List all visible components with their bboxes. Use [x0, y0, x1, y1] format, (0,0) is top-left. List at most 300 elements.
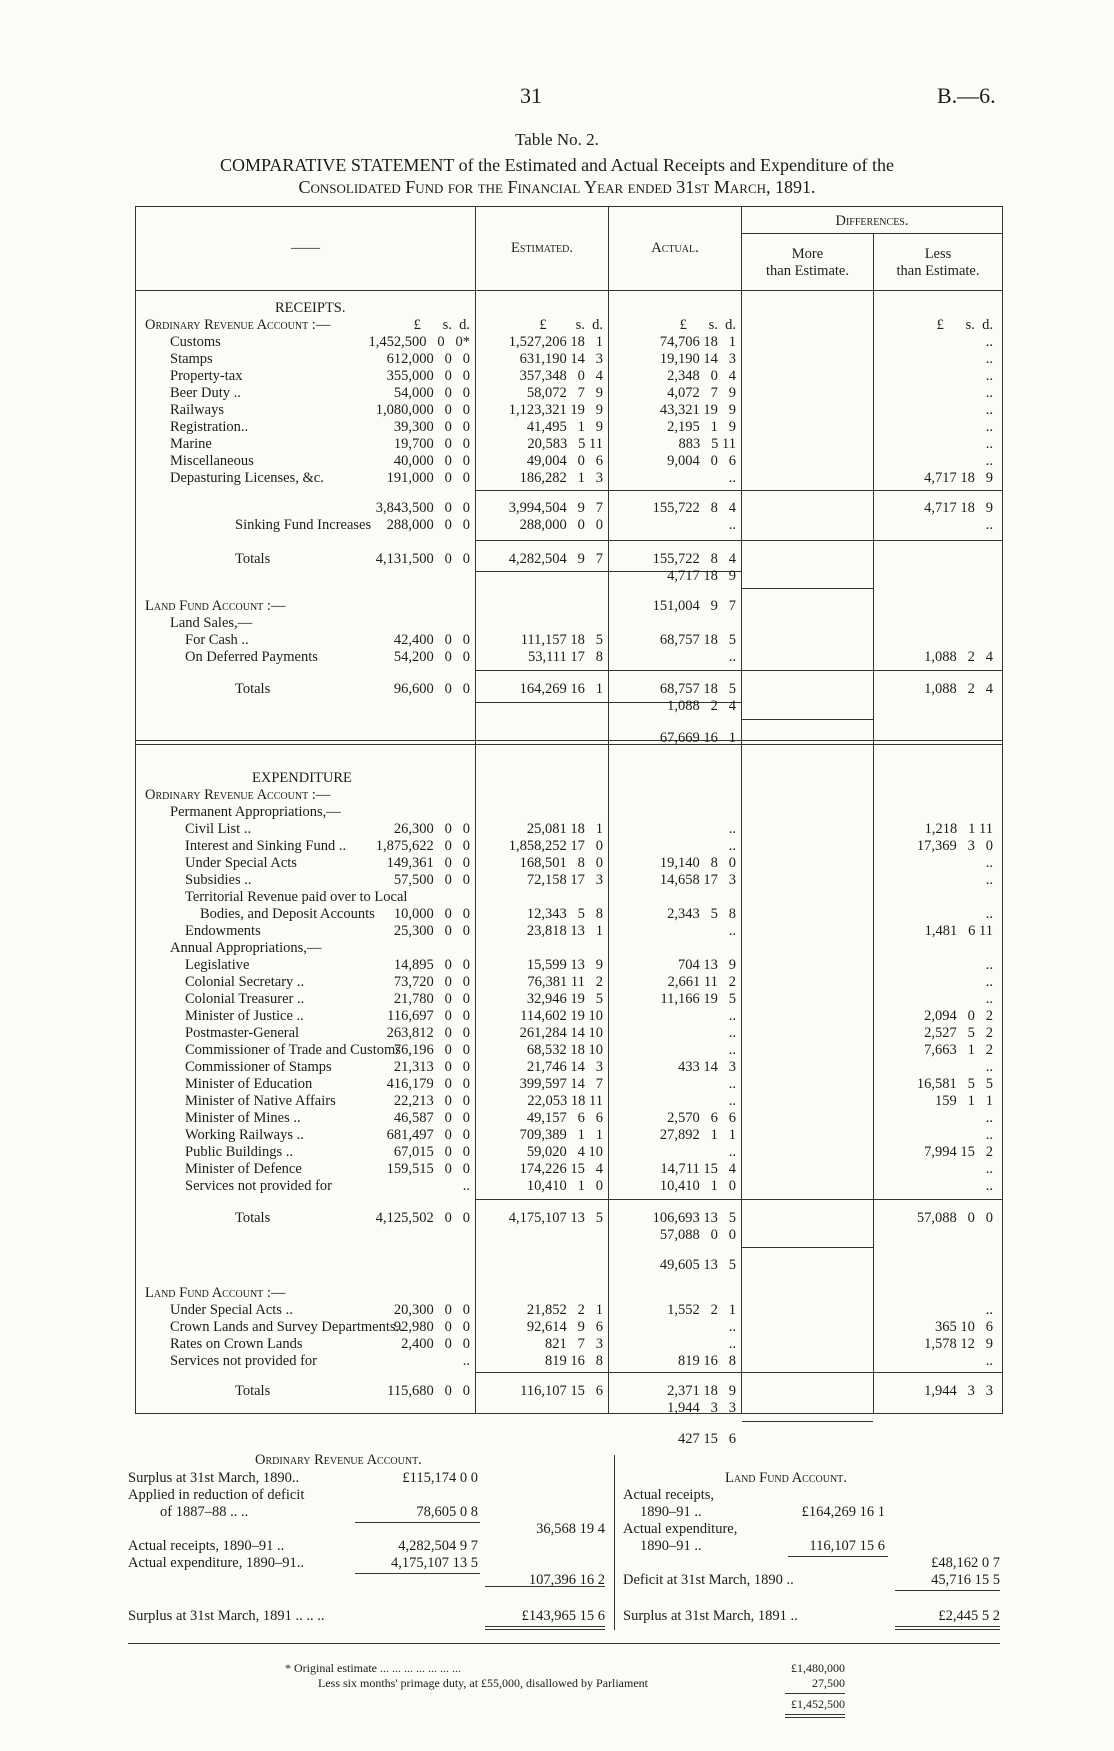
actual-cell: 12,343 5 8 [526, 906, 603, 922]
estimated-cell: 67,015 0 0 [393, 1144, 470, 1160]
estimated-cell: 1,080,000 0 0 [375, 402, 470, 418]
table-row [0, 300, 1114, 317]
less-cell: 7,994 15 2 [924, 1144, 993, 1160]
actual-cell: 631,190 14 3 [519, 351, 603, 367]
estimated-cell: 40,000 0 0 [393, 453, 470, 469]
table-row [0, 1257, 1114, 1274]
actual-cell: 114,602 19 10 [520, 1008, 603, 1024]
estimated-cell: 19,700 0 0 [393, 436, 470, 452]
table-row [0, 1110, 1114, 1127]
footnote-total: £1,452,500 [791, 1697, 845, 1711]
more-cell: 67,669 16 1 [659, 730, 736, 746]
table-row [0, 804, 1114, 821]
table-row [0, 436, 1114, 453]
summary-l3: of 1887–88 .. .. [160, 1504, 249, 1520]
table-row [0, 568, 1114, 585]
row-label: Postmaster-General [185, 1025, 300, 1041]
row-label: Permanent Appropriations,— [170, 804, 341, 820]
less-cell: 2,527 5 2 [924, 1025, 993, 1041]
more-cell: 4,717 18 9 [667, 568, 736, 584]
actual-cell: 4,175,107 13 5 [508, 1210, 603, 1226]
estimated-cell: 20,300 0 0 [393, 1302, 470, 1318]
table-row [0, 453, 1114, 470]
estimated-cell: 1,452,500 0 0* [368, 334, 470, 350]
less-cell: 17,369 3 0 [916, 838, 993, 854]
summary-r4-result: £48,162 0 7 [931, 1555, 1000, 1571]
table-row [0, 1127, 1114, 1144]
actual-cell: 288,000 0 0 [519, 517, 603, 533]
row-label: Beer Duty .. [170, 385, 241, 401]
estimated-cell: .. [462, 1353, 470, 1369]
actual-cell: 10,410 1 0 [526, 1178, 603, 1194]
summary-l5: Actual expenditure, 1890–91.. [128, 1555, 304, 1571]
row-label: Colonial Secretary .. [185, 974, 305, 990]
more-cell: £ s. d. [679, 317, 736, 333]
less-cell: .. [985, 1127, 993, 1143]
summary-l3-value: 78,605 0 8 [416, 1504, 478, 1520]
less-cell: 2,094 0 2 [924, 1008, 993, 1024]
row-label: Annual Appropriations,— [170, 940, 322, 956]
header-actual: Actual. [651, 240, 699, 256]
estimated-cell: 22,213 0 0 [393, 1093, 470, 1109]
more-cell: 151,004 9 7 [652, 598, 736, 614]
summary-l6: Surplus at 31st March, 1891 .. .. .. [128, 1608, 325, 1624]
header-more-1: More [791, 246, 824, 262]
summary-l5-value: 4,175,107 13 5 [391, 1555, 478, 1571]
row-label: Subsidies .. [185, 872, 252, 888]
more-cell: 68,757 18 5 [659, 681, 736, 697]
table-row [0, 923, 1114, 940]
more-cell: 155,722 8 4 [652, 551, 736, 567]
summary-l4-value: 4,282,504 9 7 [398, 1538, 478, 1554]
table-row [0, 872, 1114, 889]
table-row [0, 1302, 1114, 1319]
more-cell: .. [728, 1076, 736, 1092]
less-cell: 1,481 6 11 [924, 923, 993, 939]
row-label: Services not provided for [185, 1178, 332, 1194]
footnote-line-2-value: 27,500 [812, 1676, 845, 1690]
row-label: Minister of Education [185, 1076, 313, 1092]
actual-cell: 76,381 11 2 [527, 974, 603, 990]
estimated-cell: 116,697 0 0 [387, 1008, 470, 1024]
less-cell: .. [985, 419, 993, 435]
estimated-cell: 21,780 0 0 [393, 991, 470, 1007]
less-cell: 57,088 0 0 [916, 1210, 993, 1226]
table-row [0, 889, 1114, 906]
less-cell: .. [985, 1161, 993, 1177]
less-cell: £ s. d. [936, 317, 993, 333]
table-row [0, 500, 1114, 517]
table-row [0, 1025, 1114, 1042]
summary-r6-result: £2,445 5 2 [938, 1608, 1000, 1624]
table-row [0, 1285, 1114, 1302]
row-label: Registration.. [170, 419, 249, 435]
less-cell: 1,218 1 11 [924, 821, 993, 837]
estimated-cell: 42,400 0 0 [393, 632, 470, 648]
header-less-1: Less [924, 246, 952, 262]
more-cell: 819 16 8 [678, 1353, 736, 1369]
actual-cell: 49,004 0 6 [526, 453, 603, 469]
estimated-cell: 288,000 0 0 [386, 517, 470, 533]
summary-l2: Applied in reduction of deficit [128, 1487, 305, 1503]
summary-r4: 1890–91 .. [640, 1538, 702, 1554]
more-cell: 155,722 8 4 [652, 500, 736, 516]
less-cell: .. [985, 368, 993, 384]
more-cell: 1,944 3 3 [667, 1400, 736, 1416]
more-cell: 74,706 18 1 [659, 334, 736, 350]
estimated-cell: 149,361 0 0 [386, 855, 470, 871]
summary-r2-value: £164,269 16 1 [801, 1504, 885, 1520]
actual-cell: 1,123,321 19 9 [508, 402, 603, 418]
actual-cell: 709,389 1 1 [519, 1127, 603, 1143]
summary-l6-result: £143,965 15 6 [521, 1608, 605, 1624]
less-cell: .. [985, 855, 993, 871]
actual-cell: 1,527,206 18 1 [508, 334, 603, 350]
less-cell: 7,663 1 2 [924, 1042, 993, 1058]
actual-cell: 4,282,504 9 7 [508, 551, 603, 567]
row-label: Legislative [185, 957, 250, 973]
summary-l5-result: 107,396 16 2 [528, 1572, 605, 1588]
table-row [0, 334, 1114, 351]
actual-cell: 68,532 18 10 [526, 1042, 603, 1058]
summary-r4-value: 116,107 15 6 [809, 1538, 885, 1554]
row-label: Totals [235, 1210, 271, 1226]
estimated-cell: 4,131,500 0 0 [375, 551, 470, 567]
more-cell: 2,570 6 6 [667, 1110, 736, 1126]
table-row [0, 317, 1114, 334]
table-row [0, 991, 1114, 1008]
more-cell: .. [728, 1093, 736, 1109]
row-label: Minister of Defence [185, 1161, 302, 1177]
less-cell: .. [985, 517, 993, 533]
row-label: Public Buildings .. [185, 1144, 293, 1160]
less-cell: .. [985, 453, 993, 469]
footnote-line-1-value: £1,480,000 [791, 1661, 845, 1675]
table-row [0, 632, 1114, 649]
actual-cell: 72,158 17 3 [526, 872, 603, 888]
row-label: Land Fund Account :— [145, 598, 286, 614]
less-cell: 4,717 18 9 [924, 470, 993, 486]
estimated-cell: 681,497 0 0 [386, 1127, 470, 1143]
table-row [0, 1336, 1114, 1353]
table-row [0, 906, 1114, 923]
more-cell: 68,757 18 5 [659, 632, 736, 648]
estimated-cell: 416,179 0 0 [386, 1076, 470, 1092]
table-row [0, 1383, 1114, 1400]
row-label: Customs [170, 334, 221, 350]
less-cell: 4,717 18 9 [924, 500, 993, 516]
header-less-2: than Estimate. [896, 263, 980, 279]
table-row [0, 385, 1114, 402]
summary-r3: Actual expenditure, [623, 1521, 738, 1537]
summary-l4: Actual receipts, 1890–91 .. [128, 1538, 285, 1554]
row-label: Commissioner of Stamps [185, 1059, 332, 1075]
estimated-cell: 612,000 0 0 [386, 351, 470, 367]
table-row [0, 770, 1114, 787]
row-label: Territorial Revenue paid over to Local [185, 889, 408, 905]
row-label: Bodies, and Deposit Accounts [200, 906, 375, 922]
row-label: Ordinary Revenue Account :— [145, 317, 331, 333]
actual-cell: 21,746 14 3 [526, 1059, 603, 1075]
table-row [0, 649, 1114, 666]
more-cell: .. [728, 1042, 736, 1058]
actual-cell: 111,157 18 5 [520, 632, 603, 648]
table-row [0, 1161, 1114, 1178]
more-cell: 49,605 13 5 [659, 1257, 736, 1273]
estimated-cell: 96,600 0 0 [393, 681, 470, 697]
less-cell: .. [985, 1302, 993, 1318]
row-label: Rates on Crown Lands [170, 1336, 303, 1352]
table-row [0, 1210, 1114, 1227]
table-row [0, 730, 1114, 747]
title-line-1: COMPARATIVE STATEMENT of the Estimated and Actual Receipts and Expenditure of the [220, 155, 894, 175]
summary-r5: Deficit at 31st March, 1890 .. [623, 1572, 794, 1588]
table-row [0, 615, 1114, 632]
estimated-cell: 10,000 0 0 [393, 906, 470, 922]
more-cell: 2,371 18 9 [667, 1383, 736, 1399]
estimated-cell: 39,300 0 0 [393, 419, 470, 435]
estimated-cell: .. [462, 1178, 470, 1194]
row-label: Totals [235, 551, 271, 567]
row-label: Property-tax [170, 368, 243, 384]
more-cell: .. [728, 517, 736, 533]
more-cell: .. [728, 1336, 736, 1352]
table-row [0, 1093, 1114, 1110]
table-row [0, 940, 1114, 957]
row-label: Minister of Justice .. [185, 1008, 304, 1024]
more-cell: 106,693 13 5 [652, 1210, 736, 1226]
table-row [0, 1178, 1114, 1195]
land-summary-title: Land Fund Account. [725, 1470, 847, 1486]
more-cell: 57,088 0 0 [659, 1227, 736, 1243]
row-label: Minister of Mines .. [185, 1110, 301, 1126]
table-row [0, 838, 1114, 855]
more-cell: 14,658 17 3 [659, 872, 736, 888]
more-cell: 2,348 0 4 [667, 368, 736, 384]
row-label: Civil List .. [185, 821, 252, 837]
actual-cell: 32,946 19 5 [526, 991, 603, 1007]
row-label: Under Special Acts [185, 855, 297, 871]
less-cell: .. [985, 351, 993, 367]
table-row [0, 1400, 1114, 1417]
less-cell: .. [985, 1353, 993, 1369]
estimated-cell: 54,200 0 0 [393, 649, 470, 665]
more-cell: .. [728, 1025, 736, 1041]
actual-cell: 819 16 8 [545, 1353, 603, 1369]
less-cell: .. [985, 991, 993, 1007]
row-label: Totals [235, 1383, 271, 1399]
less-cell: 1,088 2 4 [924, 681, 993, 697]
row-label: Crown Lands and Survey Departments.. [170, 1319, 403, 1335]
header-more-2: than Estimate. [766, 263, 849, 279]
row-label: Land Sales,— [170, 615, 253, 631]
actual-cell: 49,157 6 6 [526, 1110, 603, 1126]
actual-cell: 25,081 18 1 [526, 821, 603, 837]
actual-cell: 261,284 14 10 [519, 1025, 603, 1041]
table-row [0, 419, 1114, 436]
more-cell: 43,321 19 9 [659, 402, 736, 418]
row-label: Under Special Acts .. [170, 1302, 293, 1318]
more-cell: 2,343 5 8 [667, 906, 736, 922]
header-estimated: Estimated. [511, 240, 573, 256]
row-label: Endowments [185, 923, 261, 939]
estimated-cell: 26,300 0 0 [393, 821, 470, 837]
summary-l3-result: 36,568 19 4 [536, 1521, 605, 1537]
actual-cell: 186,282 1 3 [519, 470, 603, 486]
more-cell: .. [728, 1144, 736, 1160]
less-cell: .. [985, 385, 993, 401]
more-cell: 2,195 1 9 [667, 419, 736, 435]
row-label: On Deferred Payments [185, 649, 318, 665]
actual-cell: 23,818 13 1 [526, 923, 603, 939]
table-row [0, 1042, 1114, 1059]
less-cell: 365 10 6 [935, 1319, 993, 1335]
estimated-cell: 1,875,622 0 0 [375, 838, 470, 854]
less-cell: 1,578 12 9 [924, 1336, 993, 1352]
row-label: Depasturing Licenses, &c. [170, 470, 324, 486]
table-row [0, 470, 1114, 487]
estimated-cell: 21,313 0 0 [393, 1059, 470, 1075]
estimated-cell: 54,000 0 0 [393, 385, 470, 401]
row-label: Commissioner of Trade and Customs [185, 1042, 401, 1058]
actual-cell: 53,111 17 8 [527, 649, 603, 665]
actual-cell: 399,597 14 7 [519, 1076, 603, 1092]
table-row [0, 821, 1114, 838]
table-row [0, 551, 1114, 568]
more-cell: .. [728, 838, 736, 854]
table-row [0, 1008, 1114, 1025]
actual-cell: 92,614 9 6 [526, 1319, 603, 1335]
table-row [0, 402, 1114, 419]
header-description: —— [291, 240, 320, 256]
more-cell: 27,892 1 1 [659, 1127, 736, 1143]
more-cell: .. [728, 649, 736, 665]
estimated-cell: 4,125,502 0 0 [375, 1210, 470, 1226]
row-label: RECEIPTS. [275, 300, 346, 316]
more-cell: 11,166 19 5 [660, 991, 736, 1007]
more-cell: .. [728, 923, 736, 939]
more-cell: 433 14 3 [678, 1059, 736, 1075]
actual-cell: 59,020 4 10 [526, 1144, 603, 1160]
row-label: For Cash .. [185, 632, 249, 648]
more-cell: 2,661 11 2 [667, 974, 736, 990]
row-label: Stamps [170, 351, 213, 367]
actual-cell: 821 7 3 [545, 1336, 603, 1352]
estimated-cell: 159,515 0 0 [386, 1161, 470, 1177]
table-row [0, 1227, 1114, 1244]
row-label: Services not provided for [170, 1353, 317, 1369]
more-cell: .. [728, 1319, 736, 1335]
actual-cell: 1,858,252 17 0 [508, 838, 603, 854]
estimated-cell: 3,843,500 0 0 [375, 500, 470, 516]
table-row [0, 1319, 1114, 1336]
row-label: Sinking Fund Increases [235, 517, 372, 533]
row-label: Miscellaneous [170, 453, 254, 469]
more-cell: .. [728, 1008, 736, 1024]
footnote-line-2: Less six months' primage duty, at £55,000, disallowed by Parliament [318, 1676, 649, 1690]
more-cell: 19,190 14 3 [659, 351, 736, 367]
more-cell: 4,072 7 9 [667, 385, 736, 401]
row-label: Ordinary Revenue Account :— [145, 787, 331, 803]
table-row [0, 1431, 1114, 1448]
less-cell: 16,581 5 5 [916, 1076, 993, 1092]
actual-cell: 15,599 13 9 [526, 957, 603, 973]
estimated-cell: 25,300 0 0 [393, 923, 470, 939]
more-cell: 427 15 6 [678, 1431, 736, 1447]
estimated-cell: 14,895 0 0 [393, 957, 470, 973]
actual-cell: 168,501 8 0 [519, 855, 603, 871]
table-row [0, 698, 1114, 715]
actual-cell: 20,583 5 11 [527, 436, 603, 452]
page-number: 31 [520, 83, 542, 108]
summary-r5-result: 45,716 15 5 [931, 1572, 1000, 1588]
table-row [0, 974, 1114, 991]
row-label: Interest and Sinking Fund .. [185, 838, 347, 854]
more-cell: 9,004 0 6 [667, 453, 736, 469]
table-row [0, 957, 1114, 974]
table-row [0, 787, 1114, 804]
table-row [0, 368, 1114, 385]
estimated-cell: 46,587 0 0 [393, 1110, 470, 1126]
actual-cell: 164,269 16 1 [519, 681, 603, 697]
more-cell: 19,140 8 0 [659, 855, 736, 871]
less-cell: 1,088 2 4 [924, 649, 993, 665]
estimated-cell: 76,196 0 0 [393, 1042, 470, 1058]
row-label: Colonial Treasurer .. [185, 991, 305, 1007]
actual-cell: 21,852 2 1 [526, 1302, 603, 1318]
actual-cell: 116,107 15 6 [520, 1383, 603, 1399]
less-cell: .. [985, 1110, 993, 1126]
less-cell: 159 1 1 [935, 1093, 993, 1109]
actual-cell: 357,348 0 4 [519, 368, 603, 384]
actual-cell: 41,495 1 9 [526, 419, 603, 435]
table-row [0, 351, 1114, 368]
row-label: Totals [235, 681, 271, 697]
table-row [0, 517, 1114, 534]
title-line-2: Consolidated Fund for the Financial Year ended 31st March, 1891. [298, 177, 816, 197]
table-row [0, 1059, 1114, 1076]
estimated-cell: 191,000 0 0 [386, 470, 470, 486]
row-label: Minister of Native Affairs [185, 1093, 336, 1109]
less-cell: .. [985, 334, 993, 350]
more-cell: 14,711 15 4 [660, 1161, 736, 1177]
table-row [0, 1353, 1114, 1370]
estimated-cell: 115,680 0 0 [387, 1383, 470, 1399]
estimated-cell: 355,000 0 0 [386, 368, 470, 384]
estimated-cell: £ s. d. [413, 317, 470, 333]
more-cell: 704 13 9 [678, 957, 736, 973]
table-row [0, 855, 1114, 872]
more-cell: 10,410 1 0 [659, 1178, 736, 1194]
table-row [0, 681, 1114, 698]
actual-cell: 174,226 15 4 [519, 1161, 603, 1177]
row-label: Marine [170, 436, 212, 452]
table-row [0, 1076, 1114, 1093]
row-label: Railways [170, 402, 224, 418]
more-cell: 1,088 2 4 [667, 698, 736, 714]
summary-l1: Surplus at 31st March, 1890.. [128, 1470, 300, 1486]
actual-cell: 3,994,504 9 7 [508, 500, 603, 516]
less-cell: .. [985, 957, 993, 973]
less-cell: .. [985, 872, 993, 888]
header-differences: Differences. [835, 213, 909, 229]
footnote-line-1: * Original estimate ... ... ... ... ... ... ... [285, 1661, 461, 1675]
more-cell: .. [728, 821, 736, 837]
page-reference: B.—6. [937, 83, 996, 108]
actual-cell: £ s. d. [539, 317, 603, 333]
less-cell: .. [985, 436, 993, 452]
summary-r2: 1890–91 .. [640, 1504, 702, 1520]
